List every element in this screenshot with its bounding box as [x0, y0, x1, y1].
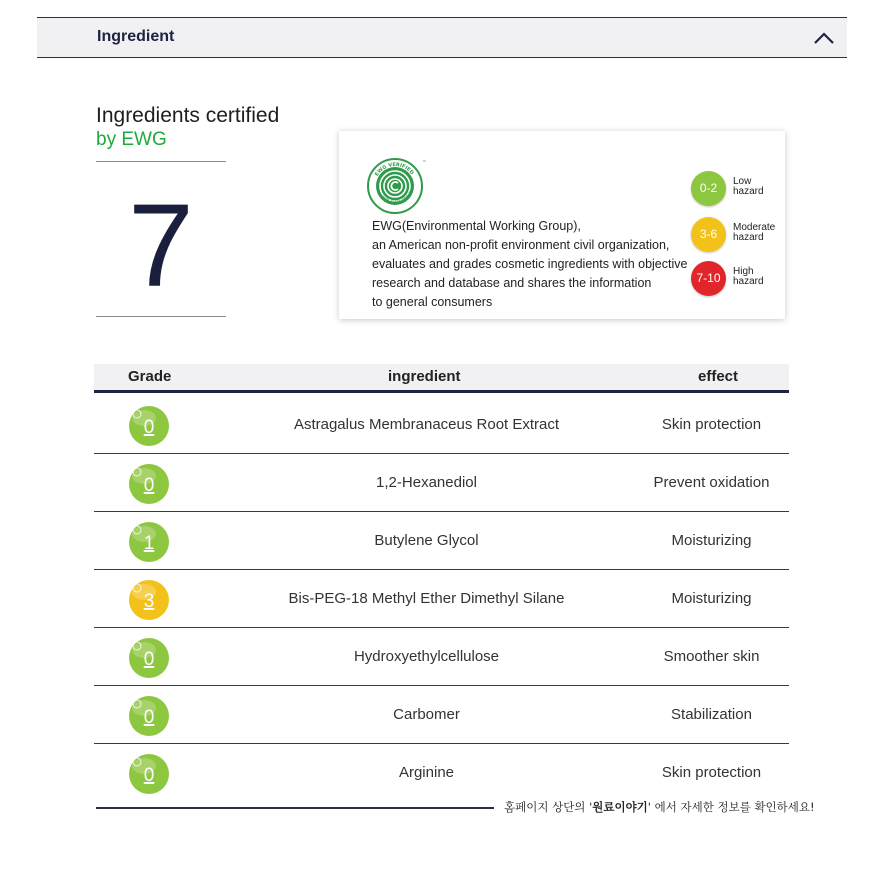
legend-low-hazard — [691, 171, 783, 207]
grade-badge-icon — [128, 463, 170, 505]
table-row — [94, 396, 789, 454]
grade-badge-icon — [128, 753, 170, 795]
ewg-info-card — [339, 131, 785, 319]
svg-text:FOR YOUR HEALTH: FOR YOUR HEALTH — [381, 188, 415, 204]
ingredient-effect: Prevent oxidation — [653, 474, 770, 491]
table-row — [94, 744, 789, 802]
ewg-description-line: evaluates and grades cosmetic ingredients with objective — [372, 257, 688, 271]
ingredient-name: Bis-PEG-18 Methyl Ether Dimethyl Silane — [288, 590, 565, 607]
table-row — [94, 512, 789, 570]
grade-value: 3 — [143, 591, 155, 612]
certified-subtitle: by EWG — [96, 129, 167, 150]
accordion-title: Ingredient — [97, 28, 175, 45]
ewg-description — [372, 217, 692, 312]
divider — [96, 161, 226, 162]
ingredient-name: Arginine — [398, 764, 455, 781]
ingredient-name: Hydroxyethylcellulose — [353, 648, 500, 665]
certified-count: 7 — [128, 180, 194, 312]
legend-moderate-hazard — [691, 217, 783, 253]
ewg-description-line: research and database and shares the information — [372, 276, 652, 290]
legend-label: Moderate hazard — [733, 222, 776, 243]
grade-value: 0 — [143, 707, 155, 728]
grade-value: 0 — [143, 417, 155, 438]
ingredient-table-header — [94, 364, 789, 393]
ingredient-name: Astragalus Membranaceus Root Extract — [293, 416, 560, 433]
low-hazard-dot: 0-2 — [691, 171, 726, 206]
moderate-hazard-dot: 3-6 — [691, 217, 726, 252]
ingredient-effect: Skin protection — [661, 416, 762, 433]
ewg-verified-logo — [367, 155, 429, 217]
grade-badge-icon — [128, 579, 170, 621]
ingredient-effect: Smoother skin — [663, 648, 760, 665]
grade-badge-icon — [128, 521, 170, 563]
grade-badge-icon — [128, 405, 170, 447]
grade-value: 0 — [143, 649, 155, 670]
legend-label: High hazard — [733, 266, 764, 287]
ingredient-effect: Stabilization — [671, 706, 752, 723]
grade-badge-icon — [128, 695, 170, 737]
footer-divider — [96, 807, 494, 809]
certified-title: Ingredients certified — [96, 104, 280, 127]
svg-text:™: ™ — [422, 160, 427, 166]
ingredient-accordion-header[interactable] — [37, 17, 847, 58]
ewg-description-line: EWG(Environmental Working Group), — [372, 219, 581, 233]
legend-label: Low hazard — [733, 176, 764, 197]
ingredient-name: 1,2-Hexanediol — [376, 474, 477, 491]
ingredient-name: Butylene Glycol — [374, 532, 479, 549]
grade-column-header: Grade — [128, 368, 172, 385]
high-hazard-dot: 7-10 — [691, 261, 726, 296]
grade-value: 0 — [143, 475, 155, 496]
ingredient-name: Carbomer — [393, 706, 460, 723]
effect-column-header: effect — [698, 368, 739, 385]
table-row — [94, 686, 789, 744]
footer-note-highlight: 원료이야기 — [592, 800, 648, 814]
ingredient-effect: Skin protection — [661, 764, 762, 781]
svg-text:EWG VERIFIED: EWG VERIFIED — [374, 161, 415, 178]
grade-value: 1 — [143, 533, 155, 554]
footer-note: 홈페이지 상단의 '원료이야기' 에서 자세한 정보를 확인하세요! — [504, 800, 815, 814]
grade-badge-icon — [128, 637, 170, 679]
ewg-description-line: to general consumers — [372, 295, 493, 309]
table-row — [94, 570, 789, 628]
ingredient-effect: Moisturizing — [671, 532, 752, 549]
table-row — [94, 454, 789, 512]
table-row — [94, 628, 789, 686]
chevron-up-icon[interactable] — [813, 30, 835, 46]
ingredient-column-header: ingredient — [388, 368, 461, 385]
ewg-description-line: an American non-profit environment civil organization, — [372, 238, 670, 252]
legend-high-hazard — [691, 261, 783, 297]
divider — [96, 316, 226, 317]
grade-value: 0 — [143, 765, 155, 786]
ingredient-effect: Moisturizing — [671, 590, 752, 607]
